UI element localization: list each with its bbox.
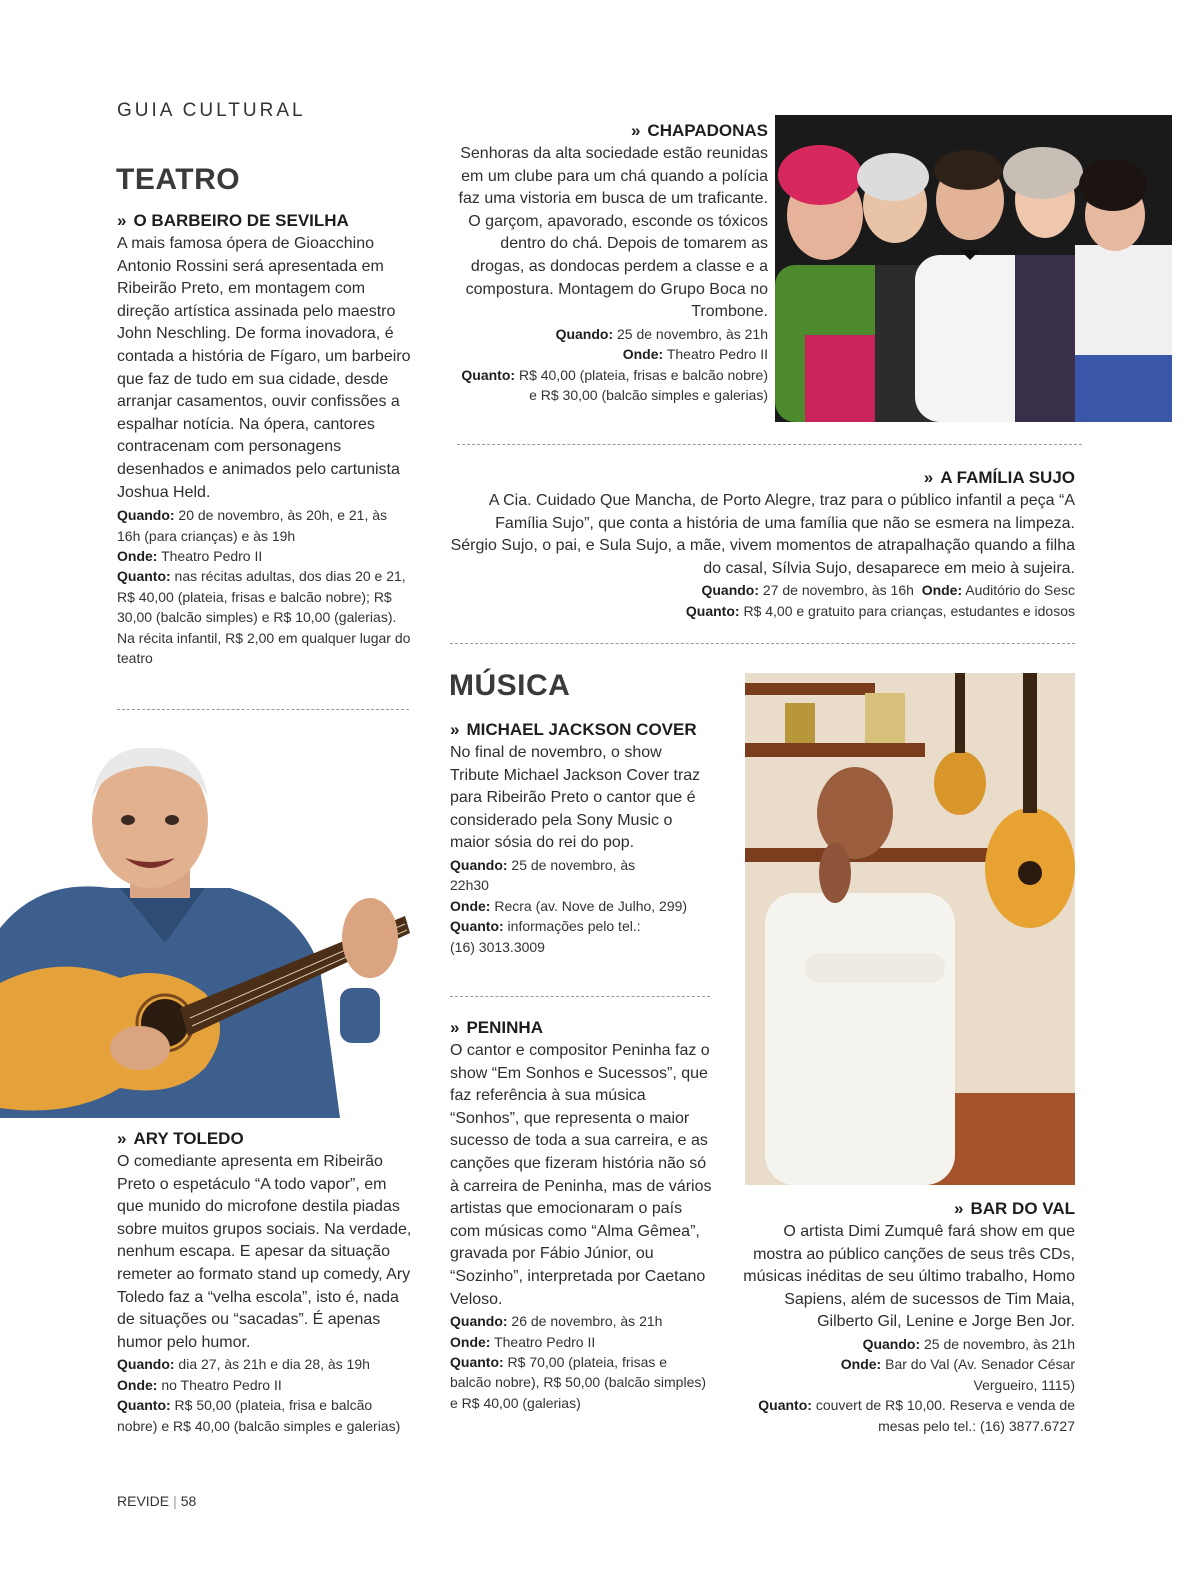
info-price: Quanto: R$ 50,00 (plateia, frisa e balcão nobre) e R$ 40,00 (balcão simples e galerias) [117, 1397, 401, 1434]
info-where: Onde: no Theatro Pedro II [117, 1376, 282, 1393]
info-where: Onde: Theatro Pedro II [622, 346, 768, 363]
article-title: » PENINHA [450, 1018, 543, 1037]
article-body: O artista Dimi Zumquê fará show em que mostra ao público canções de seus três CDs, músicas inéditas de seu último trabalho, Homo Sapiens, além de sucessos de Tim Maia, Gilberto Gil, Lenine e Jorge Ben Jor. [743, 1223, 1075, 1331]
info-price: Quanto: R$ 4,00 e gratuito para crianças, estudantes e idosos [685, 602, 1075, 619]
divider [450, 996, 710, 997]
article-body: O cantor e compositor Peninha faz o show “Em Sonhos e Sucessos”, que faz referência à sua música “Sonhos”, que representa o maior sucesso de toda a sua carreira, e as canções que fizeram história não só à carreira de Peninha, mas de vários artistas que emocionaram o país com músicas como “Alma Gêmea”, gravada por Fábio Júnior, ou “Sozinho”, interpretada por Caetano Veloso. [450, 1042, 712, 1308]
article-body: A Cia. Cuidado Que Mancha, de Porto Alegre, traz para o público infantil a peça “A Família Sujo”, que conta a história de uma família que não se esmera na limpeza. Sérgio Sujo, o pai, e Sula Sujo, a mãe, vivem momentos de atrapalhação quando a filha do casal, Sílvia Sujo, desaparece em meio à sujeira. [450, 492, 1075, 577]
info-when: Quando: 25 de novembro, às 22h30 [450, 856, 636, 894]
info-price: Quanto: R$ 70,00 (plateia, frisas e balcão nobre), R$ 50,00 (balcão simples) e R$ 40,00 (galerias) [450, 1353, 707, 1411]
page-footer: REVIDE | 58 [117, 1493, 197, 1509]
article-ary-toledo [117, 1128, 412, 1436]
page-number: 58 [180, 1493, 197, 1509]
divider [450, 643, 1075, 644]
bar-do-val-photo [745, 673, 1075, 1185]
info-when: Quando: 25 de novembro, às 21h [555, 325, 768, 342]
article-title: » O BARBEIRO DE SEVILHA [117, 211, 349, 230]
info-where: Onde: Theatro Pedro II [117, 547, 263, 564]
section-heading-teatro: TEATRO [116, 163, 241, 196]
article-title: » A FAMÍLIA SUJO [923, 468, 1075, 487]
article-title: » ARY TOLEDO [117, 1129, 244, 1148]
info-price: Quanto: informações pelo tel.: (16) 3013.3009 [450, 918, 641, 955]
magazine-name: REVIDE [117, 1493, 170, 1509]
ary-toledo-photo [0, 738, 410, 1118]
info-where: Onde: Recra (av. Nove de Julho, 299) [450, 897, 688, 914]
article-body: No final de novembro, o show Tribute Michael Jackson Cover traz para Ribeirão Preto o cantor que é considerado pela Sony Music o maior sósia do rei do pop. [450, 744, 701, 852]
info-when: Quando: dia 27, às 21h e dia 28, às 19h [117, 1356, 370, 1373]
info-when: Quando: 20 de novembro, às 20h, e 21, às 16h (para crianças) e às 19h [117, 507, 388, 544]
info-price: Quanto: R$ 40,00 (plateia, frisas e balcão nobre) e R$ 30,00 (balcão simples e galerias) [461, 366, 768, 403]
info-price: Quanto: couvert de R$ 10,00. Reserva e venda de mesas pelo tel.: (16) 3877.6727 [758, 1397, 1075, 1434]
info-when: Quando: 26 de novembro, às 21h [450, 1313, 663, 1330]
article-title: » MICHAEL JACKSON COVER [450, 720, 697, 739]
info-where: Onde: Theatro Pedro II [450, 1333, 596, 1350]
article-familia-sujo [446, 467, 1075, 621]
info-when: Quando: 25 de novembro, às 21h [862, 1335, 1075, 1352]
article-barbeiro [117, 210, 412, 668]
article-body: A mais famosa ópera de Gioacchino Antonio Rossini será apresentada em Ribeirão Preto, em montagem com direção artística assinada pelo maestro John Neschling. De forma inovadora, é contada a história de Fígaro, um barbeiro que faz de tudo em sua cidade, desde arranjar casamentos, ouvir confissões a espalhar notícia. Na ópera, cantores contracenam com personagens desenhados e animados pelo cartunista Joshua Held. [117, 235, 411, 501]
section-kicker: GUIA CULTURAL [117, 100, 306, 121]
article-title: » CHAPADONAS [630, 121, 768, 140]
article-body: Senhoras da alta sociedade estão reunidas em um clube para um chá quando a polícia faz uma vistoria em busca de um traficante. O garçom, apavorado, esconde os tóxicos dentro do chá. Depois de tomarem as drogas, as dondocas perdem a classe e a compostura. Montagem do Grupo Boca no Trombone. [458, 145, 768, 321]
article-michael-jackson [450, 719, 715, 957]
section-heading-musica: MÚSICA [449, 669, 571, 702]
divider [117, 709, 409, 710]
article-title: » BAR DO VAL [954, 1199, 1075, 1218]
divider [457, 444, 1082, 445]
info-price: Quanto: nas récitas adultas, dos dias 20 e 21, R$ 40,00 (plateia, frisas e balcão nobre); R$ 30,00 (balcão simples) e R$ 10,00 (galerias). Na récita infantil, R$ 2,00 em qualquer lugar do teatro [117, 568, 411, 666]
article-bar-do-val [740, 1198, 1075, 1436]
info-where: Onde: Bar do Val (Av. Senador César Vergueiro, 1115) [840, 1356, 1075, 1393]
article-peninha [450, 1017, 712, 1413]
info-when-where: Quando: 27 de novembro, às 16h Onde: Auditório do Sesc [701, 582, 1075, 599]
chapadonas-photo [775, 115, 1172, 422]
article-chapadonas [450, 120, 768, 405]
article-body: O comediante apresenta em Ribeirão Preto o espetáculo “A todo vapor”, em que munido do microfone destila piadas sobre muitos grupos sociais. Na verdade, nenhum escapa. E apesar da situação remeter ao formato stand up comedy, Ary Toledo faz a “velha escola”, isto é, nada de situações ou “sacadas”. É apenas humor pelo humor. [117, 1153, 412, 1351]
